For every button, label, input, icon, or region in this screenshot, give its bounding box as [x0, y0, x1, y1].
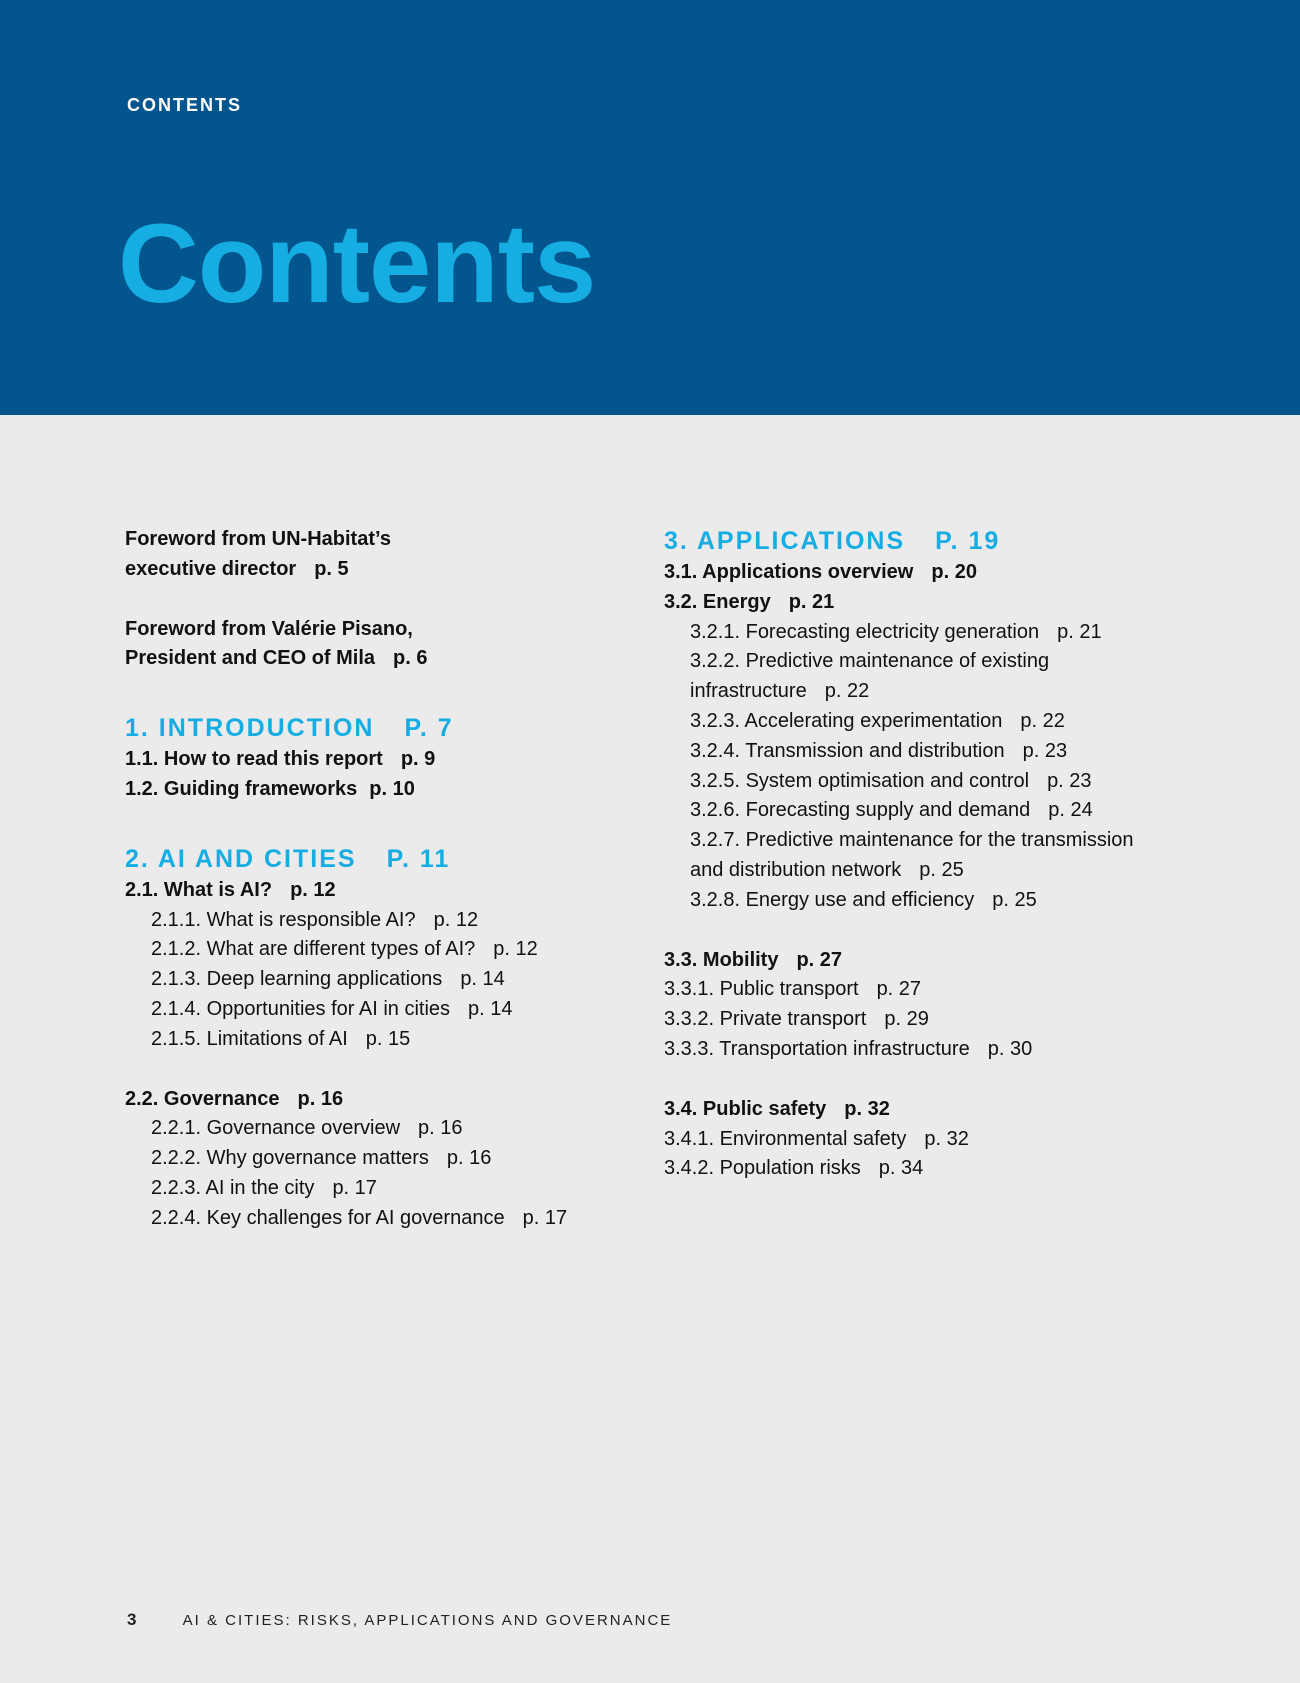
toc-entry-label: 2.1.4. Opportunities for AI in cities	[151, 997, 451, 1020]
toc-entry-page: p. 5	[314, 557, 349, 580]
section-title: 2. AI AND CITIES	[125, 844, 357, 873]
page-title: Contents	[118, 201, 596, 326]
toc-entry-label: and distribution network	[690, 858, 902, 881]
toc-entry-label: 2.1. What is AI?	[125, 878, 273, 901]
toc-entry-label: 3.2.7. Predictive maintenance for the transmission	[690, 829, 1134, 852]
toc-entry-page: p. 24	[1048, 799, 1093, 822]
toc-entry[interactable]	[125, 1025, 665, 1055]
toc-entry-page: p. 32	[924, 1127, 969, 1150]
toc-entry-label: 3.3.1. Public transport	[664, 978, 859, 1001]
toc-entry-label: 2.1.5. Limitations of AI	[151, 1027, 348, 1050]
toc-entry-page: p. 17	[522, 1206, 568, 1229]
toc-entry[interactable]	[664, 647, 1284, 707]
toc-entry-page: p. 15	[365, 1027, 411, 1050]
toc-entry-label: 3.4.1. Environmental safety	[664, 1127, 907, 1150]
toc-entry[interactable]	[664, 767, 1284, 797]
toc-entry[interactable]	[664, 618, 1284, 648]
toc-entry-page: p. 12	[433, 908, 479, 931]
toc-entry-page: p. 32	[844, 1097, 890, 1120]
toc-entry[interactable]	[125, 935, 665, 965]
toc-entry-label: infrastructure	[690, 680, 807, 703]
toc-entry-page: p. 12	[290, 878, 336, 901]
toc-entry[interactable]	[664, 975, 1284, 1005]
toc-entry-label: President and CEO of Mila	[125, 647, 376, 670]
toc-entry-page: p. 17	[332, 1176, 377, 1199]
toc-section-introduction[interactable]	[125, 712, 665, 745]
toc-entry-label: 2.2.3. AI in the city	[151, 1176, 315, 1199]
toc-entry-page: p. 16	[297, 1087, 344, 1110]
toc-entry[interactable]	[125, 876, 665, 906]
toc-entry-page: p. 21	[788, 590, 835, 613]
toc-entry-label: 2.2.1. Governance overview	[151, 1117, 401, 1140]
toc-entry-label: 3.4. Public safety	[664, 1097, 827, 1120]
toc-entry-page: p. 10	[369, 777, 415, 800]
toc-entry[interactable]	[664, 946, 1284, 976]
toc-entry-label: 3.3.2. Private transport	[664, 1008, 867, 1031]
toc-entry-label: 2.2.2. Why governance matters	[151, 1147, 429, 1170]
toc-entry-label: 3.3. Mobility	[664, 948, 779, 971]
toc-entry-page: p. 27	[796, 948, 843, 971]
toc-entry-page: p. 22	[824, 680, 870, 703]
toc-entry[interactable]	[125, 906, 665, 936]
toc-entry-label: 1.1. How to read this report	[125, 748, 383, 771]
toc-entry[interactable]	[125, 1204, 665, 1234]
toc-entry-page: p. 25	[992, 888, 1037, 911]
toc-entry-label: Foreword from UN-Habitat’s	[125, 528, 391, 550]
toc-entry[interactable]	[664, 1035, 1284, 1065]
toc-entry-page: p. 14	[468, 997, 513, 1020]
toc-entry-label: 3.2.2. Predictive maintenance of existing	[690, 650, 1050, 673]
toc-entry-page: p. 14	[460, 968, 505, 991]
toc-entry[interactable]	[664, 737, 1284, 767]
header-eyebrow: CONTENTS	[127, 95, 242, 115]
toc-entry-label: 1.2. Guiding frameworks	[125, 777, 358, 800]
toc-entry-label: 3.1. Applications overview	[664, 561, 914, 583]
page-footer	[127, 1610, 672, 1630]
header-banner	[0, 0, 1300, 415]
toc-entry-page: p. 21	[1057, 620, 1102, 643]
toc-entry-label: 2.2. Governance	[125, 1087, 280, 1110]
toc-entry[interactable]	[125, 1174, 665, 1204]
toc-entry-label: 2.2.4. Key challenges for AI governance	[151, 1206, 505, 1229]
toc-entry[interactable]	[125, 775, 665, 805]
section-page: P. 11	[386, 844, 451, 873]
toc-entry-label: 3.2.8. Energy use and efficiency	[690, 888, 975, 911]
toc-section-ai-and-cities[interactable]	[125, 843, 665, 876]
toc-entry-page: p. 27	[876, 978, 922, 1001]
toc-entry[interactable]	[125, 745, 665, 775]
toc-entry[interactable]	[664, 1005, 1284, 1035]
toc-entry-page: p. 9	[400, 748, 436, 771]
toc-entry[interactable]	[125, 1085, 665, 1115]
toc-foreword-mila[interactable]	[125, 615, 665, 675]
toc-left-column	[125, 525, 665, 1234]
toc-entry-page: p. 12	[493, 938, 538, 961]
toc-entry[interactable]	[125, 995, 665, 1025]
toc-entry-page: p. 29	[884, 1008, 929, 1031]
toc-entry-label: 3.2.5. System optimisation and control	[690, 769, 1030, 792]
toc-entry[interactable]	[125, 965, 665, 995]
page-number: 3	[127, 1610, 137, 1629]
toc-entry[interactable]	[664, 1095, 1284, 1125]
toc-entry-label: 2.1.2. What are different types of AI?	[151, 938, 476, 961]
section-page: P. 7	[404, 714, 454, 743]
toc-entry-label: Foreword from Valérie Pisano,	[125, 617, 413, 640]
toc-entry-page: p. 25	[919, 858, 964, 881]
toc-entry-page: p. 20	[931, 561, 977, 583]
toc-entry-page: p. 30	[987, 1037, 1033, 1060]
section-title: 1. INTRODUCTION	[125, 714, 375, 743]
toc-entry-label: 3.2.1. Forecasting electricity generation	[690, 620, 1040, 643]
toc-entry[interactable]	[125, 1144, 665, 1174]
toc-entry-label: 3.2. Energy	[664, 590, 771, 613]
toc-entry[interactable]	[664, 826, 1284, 886]
toc-entry-label: 3.2.4. Transmission and distribution	[690, 739, 1005, 762]
toc-entry-label: 2.1.3. Deep learning applications	[151, 968, 443, 991]
toc-entry[interactable]	[664, 558, 1284, 588]
toc-entry[interactable]	[664, 886, 1284, 916]
document-title: AI & CITIES: RISKS, APPLICATIONS AND GOVERNANCE	[182, 1612, 673, 1629]
section-page: P. 19	[935, 527, 1001, 555]
toc-entry[interactable]	[664, 1154, 1284, 1184]
toc-section-applications[interactable]	[664, 525, 1284, 558]
toc-entry-page: p. 6	[393, 647, 428, 670]
toc-entry[interactable]	[664, 1125, 1284, 1155]
toc-entry-page: p. 23	[1022, 739, 1068, 762]
toc-foreword-unhabitat[interactable]	[125, 525, 665, 585]
toc-right-column	[664, 525, 1284, 1184]
toc-entry-page: p. 16	[446, 1147, 492, 1170]
toc-entry-label: 2.1.1. What is responsible AI?	[151, 908, 416, 931]
toc-entry-page: p. 16	[418, 1117, 463, 1140]
section-title: 3. APPLICATIONS	[664, 527, 906, 555]
toc-entry-label: 3.2.3. Accelerating experimentation	[690, 709, 1003, 732]
toc-entry[interactable]	[664, 588, 1284, 618]
toc-entry-label: executive director	[125, 557, 297, 580]
toc-entry[interactable]	[125, 1114, 665, 1144]
toc-entry[interactable]	[664, 707, 1284, 737]
toc-entry-label: 3.3.3. Transportation infrastructure	[664, 1037, 970, 1060]
toc-entry-label: 3.2.6. Forecasting supply and demand	[690, 799, 1031, 822]
toc-entry[interactable]	[664, 796, 1284, 826]
toc-entry-page: p. 22	[1020, 709, 1065, 732]
toc-entry-page: p. 34	[878, 1157, 924, 1180]
toc-entry-label: 3.4.2. Population risks	[664, 1157, 861, 1180]
toc-entry-page: p. 23	[1047, 769, 1092, 792]
